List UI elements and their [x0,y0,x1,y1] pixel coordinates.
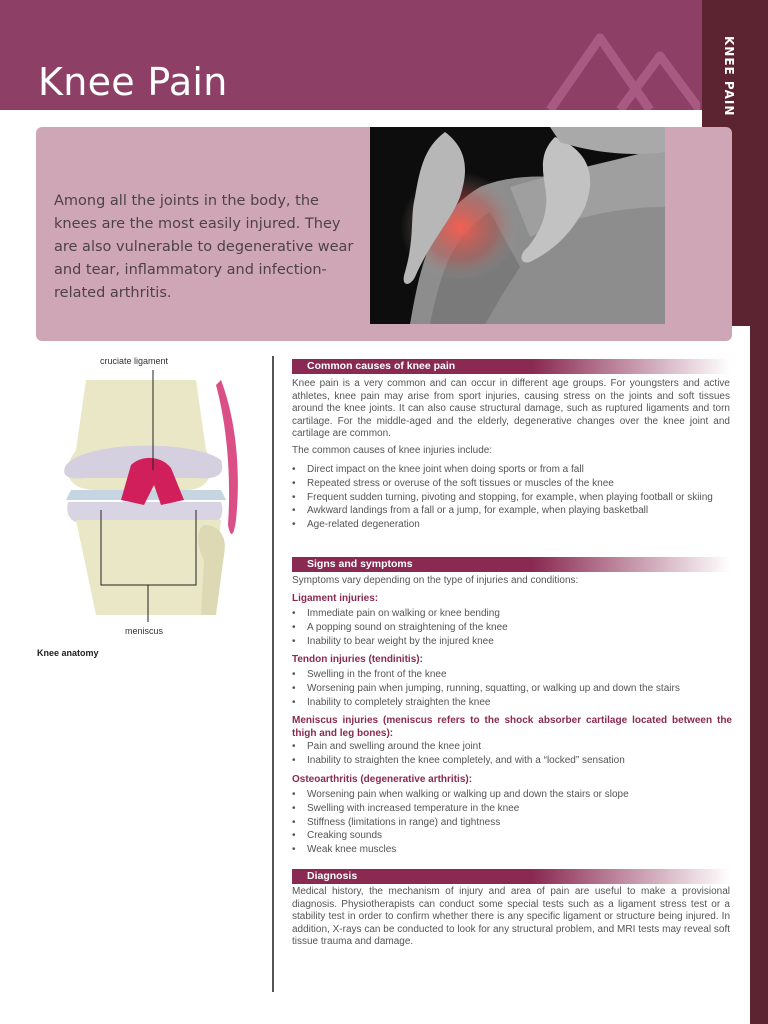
causes-lead: The common causes of knee injuries include: [292,445,493,456]
section-heading-diagnosis [292,869,730,884]
list-item: • Inability to completely straighten the knee [292,696,732,710]
list-item: • Swelling with increased temperature in the knee [292,802,732,816]
intro-text: Among all the joints in the body, the knees are the most easily injured. They are also vulnerable to degenerative wear and tear, inflammatory and infection-related arthritis. [54,193,354,301]
list-item: • Pain and swelling around the knee joint [292,740,732,754]
label-cruciate-ligament: cruciate ligament [100,356,169,366]
page-title: Knee Pain [38,60,228,104]
list-item: • Stiffness (limitations in range) and tightness [292,816,732,830]
mountain-decoration [540,20,700,110]
list-item: • Weak knee muscles [292,843,732,857]
list-item: • Worsening pain when jumping, running, squatting, or walking up and down the stairs [292,682,732,696]
list-item: • Swelling in the front of the knee [292,668,732,682]
list-item: • Age-related degeneration [292,518,732,532]
list-item: • Direct impact on the knee joint when doing sports or from a fall [292,463,732,477]
knee-pain-photo [370,127,665,324]
symptoms-lead: Symptoms vary depending on the type of injuries and conditions: [292,575,579,586]
subhead-osteoarthritis: Osteoarthritis (degenerative arthritis): [292,774,473,785]
section-heading-causes-label: Common causes of knee pain [307,360,456,372]
list-item: • Worsening pain when walking or walking up and down the stairs or slope [292,788,732,802]
subhead-ligament: Ligament injuries: [292,593,379,604]
meniscus-list [292,740,732,768]
knee-anatomy-illustration [36,350,246,650]
list-item: • Frequent sudden turning, pivoting and stopping, for example, when playing football or skiing [292,491,732,505]
side-tab-label: KNEE PAIN [722,36,736,117]
osteo-list [292,788,732,857]
ligament-list [292,607,732,648]
subhead-meniscus: Meniscus injuries (meniscus refers to the shock absorber cartilage located between the thigh and leg bones): [292,715,732,739]
diagnosis-paragraph: Medical history, the mechanism of injury and area of pain are useful to make a provisional diagnosis. Physiotherapists can conduct some special tests such as a ligament stress test or a stability test in order to confirm whether there is any specific ligament or structure being injured. In addition, X-rays can be conducted to look for any structural problem, and MRI tests may reveal soft tissue trauma and damage. [292,886,730,947]
causes-list [292,463,732,532]
label-meniscus: meniscus [125,626,164,636]
column-divider [272,356,274,992]
causes-paragraph: Knee pain is a very common and can occur in different age groups. For youngsters and active athletes, knee pain may arise from sport injuries, causing stress on the joints and soft tissues around the knee joints. It can also cause structural damage, such as ruptured ligaments and torn cartilage. For the middle-aged and the elderly, degenerative changes over the knee joint and cartilage are common. [292,378,730,439]
list-item: • Inability to bear weight by the injured knee [292,635,732,649]
tendon-list [292,668,732,709]
figure-caption: Knee anatomy [37,648,99,658]
list-item: • Repeated stress or overuse of the soft tissues or muscles of the knee [292,477,732,491]
section-heading-symptoms-label: Signs and symptoms [307,558,413,570]
section-heading-diagnosis-label: Diagnosis [307,870,358,882]
list-item: • Immediate pain on walking or knee bending [292,607,732,621]
subhead-tendon: Tendon injuries (tendinitis): [292,654,423,665]
list-item: • Inability to straighten the knee completely, and with a “locked” sensation [292,754,732,768]
side-strip [750,320,768,1024]
section-heading-symptoms [292,557,730,572]
section-heading-causes [292,359,730,374]
list-item: • Creaking sounds [292,829,732,843]
list-item: • Awkward landings from a fall or a jump, for example, when playing basketball [292,504,732,518]
list-item: • A popping sound on straightening of the knee [292,621,732,635]
